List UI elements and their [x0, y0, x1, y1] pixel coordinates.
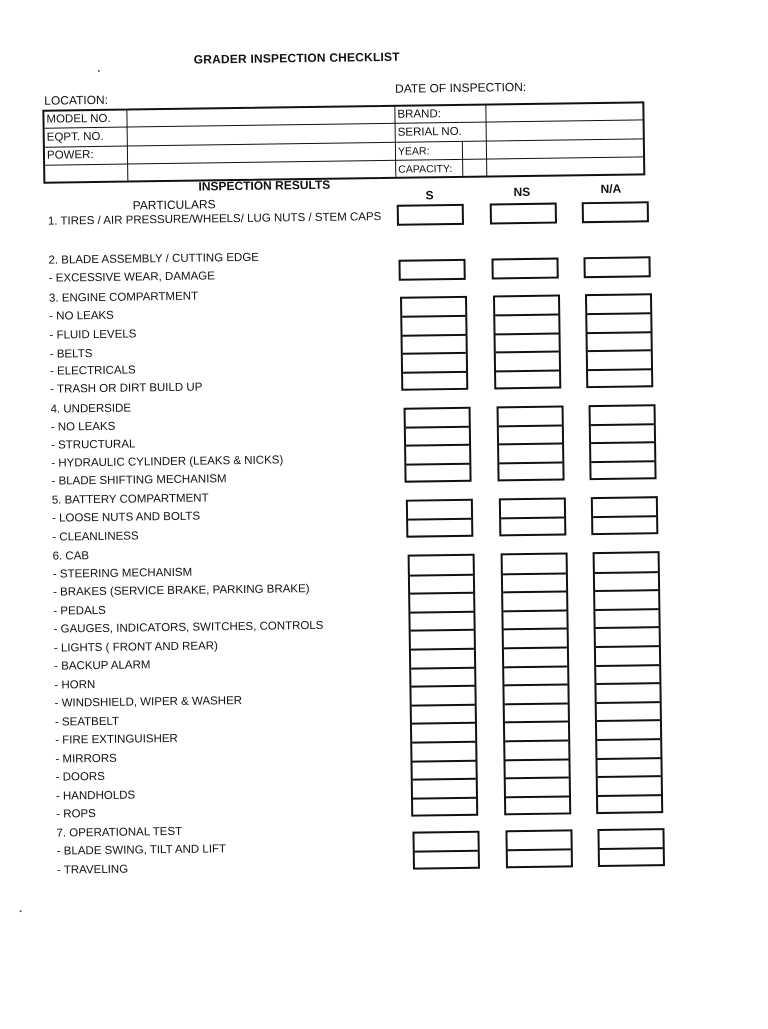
checkbox-s[interactable]: [413, 798, 476, 817]
checkbox-ns[interactable]: [504, 647, 567, 666]
checkbox-na[interactable]: [596, 628, 659, 647]
checkbox-s[interactable]: [399, 206, 462, 226]
checkbox-s[interactable]: [408, 519, 471, 538]
checkbox-group-s: [406, 499, 474, 538]
checkbox-na[interactable]: [598, 776, 661, 795]
eqpt-no-label: EQPT. NO.: [46, 130, 104, 144]
item-structural: - STRUCTURAL: [50, 438, 136, 452]
checkbox-s[interactable]: [411, 667, 474, 686]
checkbox-ns[interactable]: [506, 778, 569, 797]
checkbox-group-na: [584, 256, 651, 278]
item-engine-compartment: 3. ENGINE COMPARTMENT: [48, 290, 199, 305]
column-ns-header: NS: [513, 184, 531, 200]
checkbox-ns[interactable]: [504, 666, 567, 685]
item-cleanliness: - CLEANLINESS: [52, 530, 139, 544]
checkbox-group-ns: [496, 405, 564, 481]
checkbox-ns[interactable]: [508, 849, 571, 868]
checkbox-ns[interactable]: [503, 610, 566, 629]
item-trash-dirt: - TRASH OR DIRT BUILD UP: [50, 381, 203, 396]
item-gauges: - GAUGES, INDICATORS, SWITCHES, CONTROLS: [53, 619, 324, 636]
checkbox-na[interactable]: [584, 203, 647, 223]
checkbox-s[interactable]: [401, 261, 464, 281]
checkbox-s[interactable]: [410, 574, 473, 593]
checkbox-s[interactable]: [412, 705, 475, 724]
checkbox-ns[interactable]: [503, 592, 566, 611]
scan-speck: [20, 910, 22, 912]
item-tires: 1. TIRES / AIR PRESSURE/WHEELS/ LUG NUTS / STEM CAPS: [47, 211, 382, 228]
year-label: YEAR:: [397, 145, 430, 158]
item-fire-extinguisher: - FIRE EXTINGUISHER: [55, 732, 178, 747]
checkbox-na[interactable]: [597, 758, 660, 777]
checkbox-group-s: [400, 296, 468, 391]
checkbox-na[interactable]: [596, 665, 659, 684]
checkbox-ns[interactable]: [503, 573, 566, 592]
checkbox-na[interactable]: [588, 332, 651, 351]
checkbox-ns[interactable]: [492, 205, 555, 225]
checkbox-s[interactable]: [415, 833, 478, 852]
item-brakes: - BRAKES (SERVICE BRAKE, PARKING BRAKE): [53, 583, 310, 599]
checkbox-ns[interactable]: [496, 352, 559, 371]
checkbox-s[interactable]: [406, 445, 469, 464]
checkbox-na[interactable]: [595, 553, 658, 572]
checkbox-group-na: [593, 551, 664, 814]
checkbox-group-s: [408, 554, 479, 817]
checkbox-s[interactable]: [413, 779, 476, 798]
checkbox-s[interactable]: [410, 556, 473, 575]
checkbox-group-ns: [493, 295, 561, 390]
checkbox-na[interactable]: [597, 721, 660, 740]
checkbox-group-ns: [501, 552, 572, 815]
checkbox-ns[interactable]: [501, 517, 564, 536]
item-mirrors: - MIRRORS: [55, 752, 117, 766]
checkbox-ns[interactable]: [494, 260, 557, 280]
eqpt-no-field[interactable]: [128, 124, 394, 146]
item-traveling: - TRAVELING: [56, 863, 129, 877]
checkbox-s[interactable]: [410, 612, 473, 631]
checkbox-group-ns: [490, 203, 557, 225]
checkbox-na[interactable]: [590, 406, 653, 425]
capacity-label: CAPACITY:: [398, 163, 453, 176]
scan-speck: [98, 70, 100, 72]
checkbox-s[interactable]: [403, 316, 466, 335]
checkbox-na[interactable]: [597, 739, 660, 758]
checkbox-group-s: [399, 259, 466, 281]
checkbox-na[interactable]: [586, 258, 649, 278]
equipment-info-table: [42, 101, 645, 183]
item-cab: 6. CAB: [52, 550, 90, 563]
item-underside-no-leaks: - NO LEAKS: [50, 420, 116, 434]
brand-field[interactable]: [487, 104, 642, 121]
checkbox-s[interactable]: [402, 298, 465, 317]
checkbox-group-na: [585, 293, 653, 388]
checkbox-s[interactable]: [411, 686, 474, 705]
checkbox-s[interactable]: [412, 723, 475, 742]
checkbox-na[interactable]: [597, 702, 660, 721]
checkbox-na[interactable]: [590, 424, 653, 443]
particulars-heading: PARTICULARS: [132, 197, 216, 213]
item-blade-assembly: 2. BLADE ASSEMBLY / CUTTING EDGE: [48, 251, 260, 267]
checkbox-na[interactable]: [595, 572, 658, 591]
checkbox-na[interactable]: [600, 848, 663, 867]
checkbox-s[interactable]: [412, 742, 475, 761]
form-title: GRADER INSPECTION CHECKLIST: [193, 49, 400, 67]
location-label: LOCATION:: [44, 92, 109, 108]
checkbox-s[interactable]: [403, 353, 466, 372]
checkbox-group-ns: [499, 497, 567, 536]
checkbox-na[interactable]: [591, 461, 654, 480]
checkbox-ns[interactable]: [504, 629, 567, 648]
checkbox-s[interactable]: [408, 501, 471, 520]
checkbox-ns[interactable]: [499, 444, 562, 463]
checkbox-group-ns: [492, 258, 559, 280]
checkbox-ns[interactable]: [498, 408, 561, 427]
item-hydraulic-cylinder: - HYDRAULIC CYLINDER (LEAKS & NICKS): [51, 454, 284, 470]
checkbox-group-na: [598, 828, 666, 867]
checkbox-na[interactable]: [595, 590, 658, 609]
date-of-inspection-label: DATE OF INSPECTION:: [394, 79, 527, 96]
checkbox-ns[interactable]: [496, 370, 559, 389]
checkbox-group-na: [591, 496, 659, 535]
serial-no-field[interactable]: [488, 120, 643, 140]
checkbox-s[interactable]: [403, 371, 466, 390]
checkbox-ns[interactable]: [501, 499, 564, 518]
item-electricals: - ELECTRICALS: [49, 364, 136, 378]
item-underside: 4. UNDERSIDE: [50, 402, 132, 416]
item-lights: - LIGHTS ( FRONT AND REAR): [53, 640, 218, 655]
checkbox-group-na: [582, 201, 649, 223]
checkbox-ns[interactable]: [505, 703, 568, 722]
checkbox-ns[interactable]: [498, 426, 561, 445]
checkbox-group-s: [403, 407, 471, 483]
checkbox-na[interactable]: [588, 314, 651, 333]
checkbox-s[interactable]: [411, 630, 474, 649]
checkbox-na[interactable]: [588, 350, 651, 369]
item-horn: - HORN: [54, 679, 96, 692]
item-handholds: - HANDHOLDS: [55, 789, 136, 803]
checkbox-s[interactable]: [412, 760, 475, 779]
checkbox-ns[interactable]: [504, 685, 567, 704]
checkbox-s[interactable]: [410, 593, 473, 612]
item-backup-alarm: - BACKUP ALARM: [54, 659, 151, 673]
item-operational-test: 7. OPERATIONAL TEST: [56, 825, 183, 840]
checkbox-ns[interactable]: [503, 554, 566, 573]
checkbox-na[interactable]: [598, 795, 661, 814]
year-field[interactable]: [488, 139, 643, 158]
checkbox-ns[interactable]: [505, 759, 568, 778]
checkbox-s[interactable]: [405, 427, 468, 446]
item-belts: - BELTS: [49, 348, 93, 361]
item-doors: - DOORS: [55, 770, 105, 784]
item-windshield: - WINDSHIELD, WIPER & WASHER: [54, 695, 243, 710]
checkbox-ns[interactable]: [495, 297, 558, 316]
item-blade-shifting: - BLADE SHIFTING MECHANISM: [51, 473, 227, 488]
checkbox-na[interactable]: [593, 516, 656, 535]
checkbox-grid: [0, 0, 761, 5]
item-battery-compartment: 5. BATTERY COMPARTMENT: [51, 492, 209, 507]
checkbox-group-s: [397, 204, 464, 226]
item-loose-nuts: - LOOSE NUTS AND BOLTS: [51, 510, 201, 525]
checkbox-na[interactable]: [591, 443, 654, 462]
item-blade-swing: - BLADE SWING, TILT AND LIFT: [56, 843, 227, 858]
checkbox-group-ns: [506, 829, 574, 868]
item-rops: - ROPS: [56, 808, 96, 821]
checkbox-na[interactable]: [596, 646, 659, 665]
checkbox-group-na: [588, 404, 656, 480]
brand-label: BRAND:: [397, 108, 441, 121]
checkbox-na[interactable]: [595, 609, 658, 628]
checkbox-ns[interactable]: [499, 462, 562, 481]
checkbox-s[interactable]: [406, 463, 469, 482]
item-seatbelt: - SEATBELT: [54, 715, 120, 729]
item-excessive-wear: - EXCESSIVE WEAR, DAMAGE: [48, 270, 215, 285]
inspection-results-heading: INSPECTION RESULTS: [198, 177, 331, 194]
checkbox-s[interactable]: [405, 409, 468, 428]
checkbox-s[interactable]: [403, 335, 466, 354]
power-label: POWER:: [46, 149, 94, 162]
checkbox-ns[interactable]: [506, 796, 569, 815]
serial-no-label: SERIAL NO.: [397, 125, 462, 139]
checkbox-na[interactable]: [600, 830, 663, 849]
model-no-label: MODEL NO.: [46, 112, 111, 126]
column-na-header: N/A: [600, 181, 622, 196]
checkbox-na[interactable]: [596, 683, 659, 702]
item-steering: - STEERING MECHANISM: [52, 566, 193, 581]
checkbox-ns[interactable]: [505, 722, 568, 741]
capacity-field[interactable]: [488, 157, 643, 175]
checkbox-na[interactable]: [593, 498, 656, 517]
column-s-header: S: [425, 188, 434, 203]
checkbox-na[interactable]: [587, 295, 650, 314]
checkbox-s[interactable]: [411, 649, 474, 668]
checkbox-s[interactable]: [415, 851, 478, 870]
checkbox-ns[interactable]: [496, 333, 559, 352]
checkbox-ns[interactable]: [496, 315, 559, 334]
item-pedals: - PEDALS: [53, 604, 106, 618]
item-fluid-levels: - FLUID LEVELS: [49, 328, 137, 342]
checkbox-ns[interactable]: [508, 831, 571, 850]
checkbox-na[interactable]: [588, 369, 651, 388]
checkbox-group-s: [413, 831, 481, 870]
item-engine-no-leaks: - NO LEAKS: [49, 309, 114, 323]
checkbox-ns[interactable]: [505, 740, 568, 759]
